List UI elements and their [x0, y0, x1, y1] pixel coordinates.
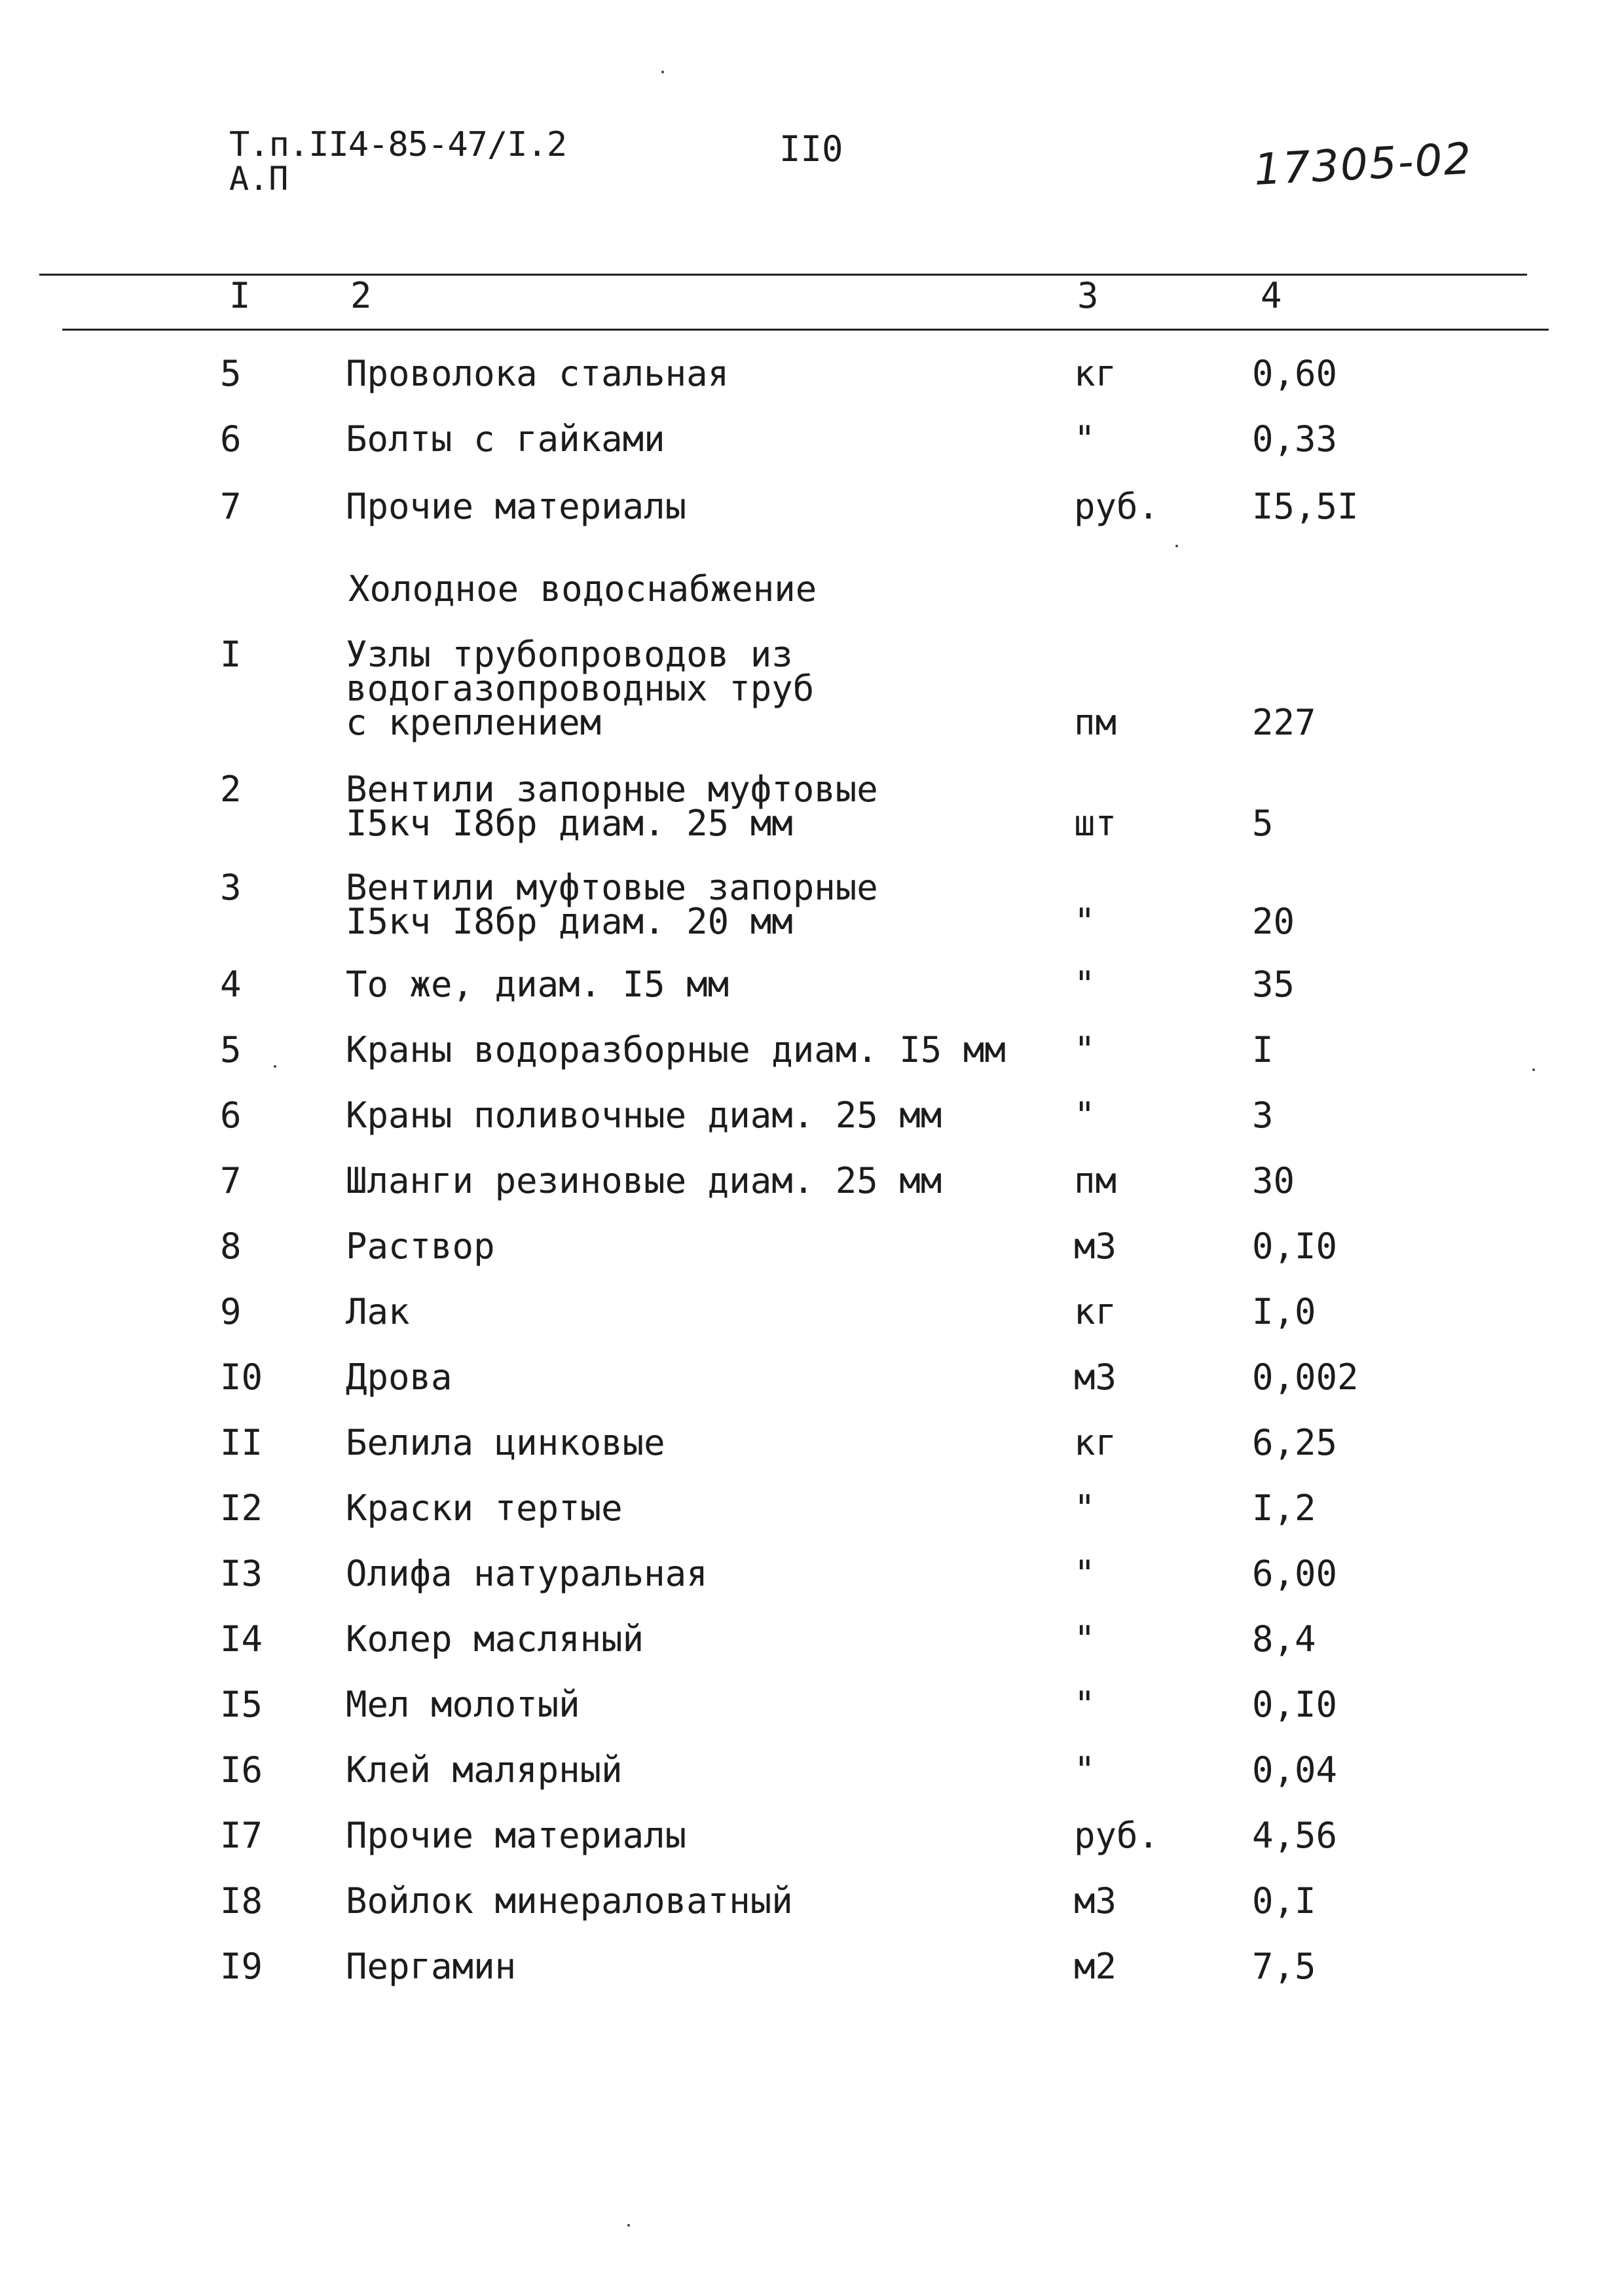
quantity: 0,I0: [1252, 1226, 1338, 1267]
row-number: II: [220, 1422, 263, 1463]
quantity: 7,5: [1252, 1946, 1316, 1987]
material-name: Шланги резиновые диам. 25 мм: [346, 1160, 942, 1201]
quantity: I5,5I: [1252, 486, 1359, 527]
material-name: Мел молотый: [346, 1684, 580, 1725]
material-name: Краны поливочные диам. 25 мм: [346, 1095, 942, 1136]
row-number: I0: [220, 1357, 263, 1398]
scan-speck: [1175, 545, 1178, 547]
document-album: А.П: [229, 160, 289, 198]
row-number: I8: [220, 1880, 263, 1922]
unit-of-measure: ": [1074, 1553, 1096, 1594]
column-header-2: 2: [350, 275, 372, 316]
row-number: I3: [220, 1553, 263, 1594]
material-name: Вентили муфтовые запорные I5кч I8бр диам. 20 мм: [346, 867, 878, 942]
unit-of-measure: кг: [1074, 353, 1117, 394]
section-heading: Холодное водоснабжение: [348, 568, 817, 610]
row-number: I5: [220, 1684, 263, 1725]
row-number: I2: [220, 1487, 263, 1529]
material-name: Пергамин: [346, 1946, 517, 1987]
unit-of-measure: руб.: [1074, 1815, 1160, 1856]
unit-of-measure: пм: [1074, 702, 1117, 743]
row-number: I7: [220, 1815, 263, 1856]
unit-of-measure: кг: [1074, 1291, 1117, 1332]
unit-of-measure: шт: [1074, 803, 1117, 844]
row-number: I: [220, 634, 242, 675]
row-number: 8: [220, 1226, 242, 1267]
quantity: 5: [1252, 803, 1274, 844]
unit-of-measure: м3: [1074, 1226, 1117, 1267]
unit-of-measure: ": [1074, 1487, 1096, 1529]
quantity: I: [1252, 1029, 1274, 1070]
quantity: 0,002: [1252, 1357, 1359, 1398]
material-name: Прочие материалы: [346, 486, 687, 527]
material-name: Краны водоразборные диам. I5 мм: [346, 1029, 1006, 1070]
scan-speck: [274, 1065, 276, 1068]
material-name: Краски тертые: [346, 1487, 623, 1529]
material-name: Прочие материалы: [346, 1815, 687, 1856]
row-number: 7: [220, 1160, 242, 1201]
table-header-rule: [62, 329, 1549, 331]
quantity: 6,00: [1252, 1553, 1338, 1594]
row-number: 9: [220, 1291, 242, 1332]
row-number: I9: [220, 1946, 263, 1987]
scan-speck: [627, 2224, 630, 2227]
unit-of-measure: пм: [1074, 1160, 1117, 1201]
unit-of-measure: м3: [1074, 1880, 1117, 1922]
row-number: 6: [220, 418, 242, 460]
quantity: 0,I0: [1252, 1684, 1338, 1725]
unit-of-measure: м2: [1074, 1946, 1117, 1987]
material-name: Лак: [346, 1291, 410, 1332]
column-header-1: I: [229, 275, 251, 316]
scan-speck: [661, 71, 664, 73]
material-name: Клей малярный: [346, 1749, 623, 1791]
unit-of-measure: ": [1074, 1029, 1096, 1070]
unit-of-measure: кг: [1074, 1422, 1117, 1463]
material-name: Проволока стальная: [346, 353, 729, 394]
unit-of-measure: ": [1074, 1618, 1096, 1660]
quantity: I,2: [1252, 1487, 1316, 1529]
quantity: 0,I: [1252, 1880, 1316, 1922]
row-number: 5: [220, 353, 242, 394]
quantity: 30: [1252, 1160, 1295, 1201]
row-number: I4: [220, 1618, 263, 1660]
row-number: 4: [220, 964, 242, 1005]
quantity: 8,4: [1252, 1618, 1316, 1660]
material-name: Олифа натуральная: [346, 1553, 708, 1594]
quantity: 0,04: [1252, 1749, 1338, 1791]
material-name: Белила цинковые: [346, 1422, 665, 1463]
column-header-4: 4: [1261, 275, 1282, 316]
material-name: Дрова: [346, 1357, 452, 1398]
row-number: 3: [220, 867, 242, 908]
unit-of-measure: ": [1074, 1749, 1096, 1791]
material-name: Болты с гайками: [346, 418, 665, 460]
row-number: 6: [220, 1095, 242, 1136]
quantity: 20: [1252, 901, 1295, 942]
row-number: 2: [220, 769, 242, 810]
column-header-3: 3: [1077, 275, 1099, 316]
material-name: Вентили запорные муфтовые I5кч I8бр диам. 25 мм: [346, 769, 878, 844]
row-number: 7: [220, 486, 242, 527]
row-number: I6: [220, 1749, 263, 1791]
quantity: 0,60: [1252, 353, 1338, 394]
material-name: То же, диам. I5 мм: [346, 964, 729, 1005]
quantity: 6,25: [1252, 1422, 1338, 1463]
material-name: Колер масляный: [346, 1618, 644, 1660]
unit-of-measure: руб.: [1074, 486, 1160, 527]
page-number: II0: [779, 128, 843, 170]
unit-of-measure: ": [1074, 964, 1096, 1005]
material-name: Узлы трубопроводов из водогазопроводных труб с креплением: [346, 634, 815, 743]
quantity: 227: [1252, 702, 1316, 743]
handwritten-inventory-number: 17305-02: [1252, 133, 1474, 195]
table-top-rule: [39, 274, 1527, 276]
material-name: Войлок минераловатный: [346, 1880, 793, 1922]
material-name: Раствор: [346, 1226, 495, 1267]
quantity: 4,56: [1252, 1815, 1338, 1856]
quantity: 35: [1252, 964, 1295, 1005]
unit-of-measure: ": [1074, 1684, 1096, 1725]
unit-of-measure: ": [1074, 418, 1096, 460]
document-code: Т.п.II4-85-47/I.2: [229, 125, 567, 164]
quantity: 0,33: [1252, 418, 1338, 460]
scan-speck: [1532, 1068, 1535, 1071]
row-number: 5: [220, 1029, 242, 1070]
unit-of-measure: ": [1074, 901, 1096, 942]
unit-of-measure: м3: [1074, 1357, 1117, 1398]
unit-of-measure: ": [1074, 1095, 1096, 1136]
quantity: I,0: [1252, 1291, 1316, 1332]
quantity: 3: [1252, 1095, 1274, 1136]
